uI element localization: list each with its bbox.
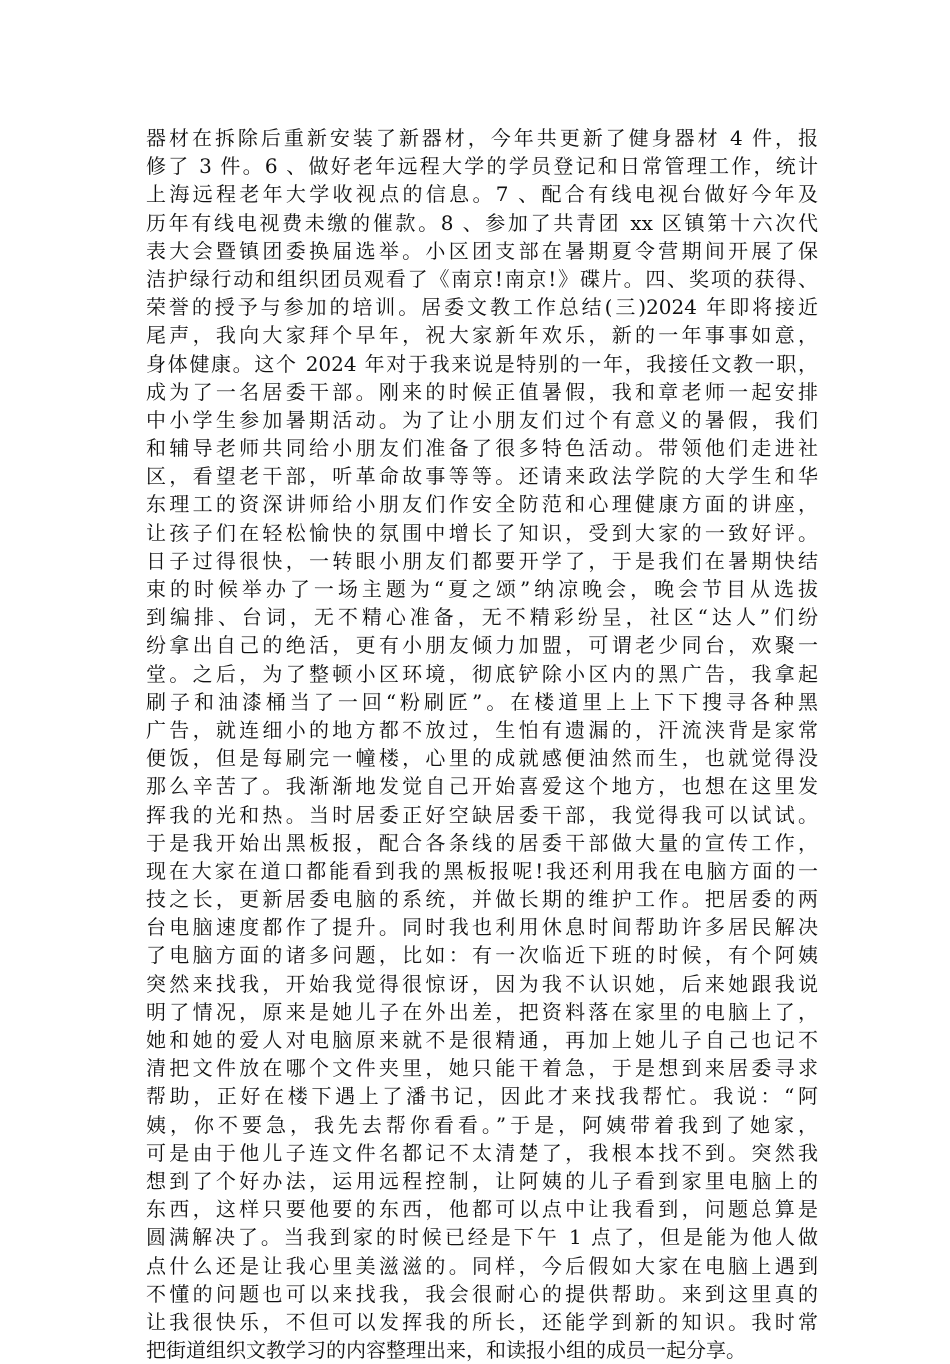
text-line: 洁护绿行动和组织团员观看了《南京!南京!》碟片。四、奖项的获得、 xyxy=(146,266,818,291)
text-line: 点什么还是让我心里美滋滋的。同样，今后假如大家在电脑上遇到 xyxy=(146,1253,818,1278)
text-line: 荣誉的授予与参加的培训。居委文教工作总结(三)2024 年即将接近 xyxy=(146,295,818,320)
text-line: 姨，你不要急，我先去帮你看看。”于是，阿姨带着我到了她家， xyxy=(146,1112,818,1137)
text-line: 器材在拆除后重新安装了新器材，今年共更新了健身器材 4 件，报 xyxy=(146,126,818,150)
text-line: 日子过得很快，一转眼小朋友们都要开学了，于是我们在暑期快结 xyxy=(146,548,818,573)
text-line: 明了情况，原来是她儿子在外出差，把资料落在家里的电脑上了， xyxy=(146,999,818,1024)
text-line: 不懂的问题也可以来找我，我会很耐心的提供帮助。来到这里真的 xyxy=(146,1281,818,1306)
text-line: 挥我的光和热。当时居委正好空缺居委干部，我觉得我可以试试。 xyxy=(146,802,818,827)
text-line: 成为了一名居委干部。刚来的时候正值暑假，我和章老师一起安排 xyxy=(146,379,818,404)
text-line: 想到了个好办法，运用远程控制，让阿姨的儿子看到家里电脑上的 xyxy=(146,1168,818,1193)
text-line: 堂。之后，为了整顿小区环境，彻底铲除小区内的黑广告，我拿起 xyxy=(146,661,818,686)
text-line: 让我很快乐，不但可以发挥我的所长，还能学到新的知识。我时常 xyxy=(146,1309,818,1334)
text-line: 突然来找我，开始我觉得很惊讶，因为我不认识她，后来她跟我说 xyxy=(146,971,818,996)
body-text xyxy=(146,124,818,1364)
text-line: 纷拿出自己的绝活，更有小朋友倾力加盟，可谓老少同台，欢聚一 xyxy=(146,633,818,658)
text-line: 中小学生参加暑期活动。为了让小朋友们过个有意义的暑假，我们 xyxy=(146,407,818,432)
text-line: 身体健康。这个 2024 年对于我来说是特别的一年，我接任文教一职， xyxy=(146,351,818,376)
text-line: 历年有线电视费未缴的催款。8 、参加了共青团 xx 区镇第十六次代 xyxy=(146,210,818,235)
text-line: 到编排、台词，无不精心准备，无不精彩纷呈，社区“达人”们纷 xyxy=(146,605,818,630)
text-line: 了电脑方面的诸多问题，比如：有一次临近下班的时候，有个阿姨 xyxy=(146,943,818,968)
text-line: 技之长，更新居委电脑的系统，并做长期的维护工作。把居委的两 xyxy=(146,887,818,912)
text-line: 表大会暨镇团委换届选举。小区团支部在暑期夏令营期间开展了保 xyxy=(146,238,818,263)
text-line: 东西，这样只要他要的东西，他都可以点中让我看到，问题总算是 xyxy=(146,1197,818,1222)
text-line: 东理工的资深讲师给小朋友们作安全防范和心理健康方面的讲座， xyxy=(146,492,818,517)
text-line: 修了 3 件。6 、做好老年远程大学的学员登记和日常管理工作，统计 xyxy=(146,154,818,179)
text-line: 把街道组织文教学习的内容整理出来，和读报小组的成员一起分享。 xyxy=(146,1338,746,1363)
text-line: 圆满解决了。当我到家的时候已经是下午 1 点了，但是能为他人做 xyxy=(146,1225,818,1250)
text-line: 于是我开始出黑板报，配合各条线的居委干部做大量的宣传工作， xyxy=(146,830,818,855)
text-line: 清把文件放在哪个文件夹里，她只能干着急，于是想到来居委寻求 xyxy=(146,1056,818,1081)
text-line: 便饭，但是每刷完一幢楼，心里的成就感便油然而生，也就觉得没 xyxy=(146,746,818,771)
text-line: 区，看望老干部，听革命故事等等。还请来政法学院的大学生和华 xyxy=(146,464,818,489)
text-line: 那么辛苦了。我渐渐地发觉自己开始喜爱这个地方，也想在这里发 xyxy=(146,774,818,799)
text-line: 现在大家在道口都能看到我的黑板报呢!我还利用我在电脑方面的一 xyxy=(146,858,818,883)
text-line: 尾声，我向大家拜个早年，祝大家新年欢乐，新的一年事事如意， xyxy=(146,323,818,348)
text-line: 帮助，正好在楼下遇上了潘书记，因此才来找我帮忙。我说：“阿 xyxy=(146,1084,818,1109)
text-line: 台电脑速度都作了提升。同时我也利用休息时间帮助许多居民解决 xyxy=(146,915,818,940)
text-line: 她和她的爱人对电脑原来就不是很精通，再加上她儿子自己也记不 xyxy=(146,1028,818,1052)
text-line: 可是由于他儿子连文件名都记不太清楚了，我根本找不到。突然我 xyxy=(146,1140,818,1165)
text-line: 刷子和油漆桶当了一回“粉刷匠”。在楼道里上上下下搜寻各种黑 xyxy=(146,689,818,714)
text-line: 让孩子们在轻松愉快的氛围中增长了知识，受到大家的一致好评。 xyxy=(146,520,818,545)
text-line: 广告，就连细小的地方都不放过，生怕有遗漏的，汗流浃背是家常 xyxy=(146,717,818,742)
text-line: 和辅导老师共同给小朋友们准备了很多特色活动。带领他们走进社 xyxy=(146,436,818,461)
text-line: 束的时候举办了一场主题为“夏之颂”纳凉晚会，晚会节目从选拔 xyxy=(146,577,818,601)
text-line: 上海远程老年大学收视点的信息。7 、配合有线电视台做好今年及 xyxy=(146,182,818,207)
